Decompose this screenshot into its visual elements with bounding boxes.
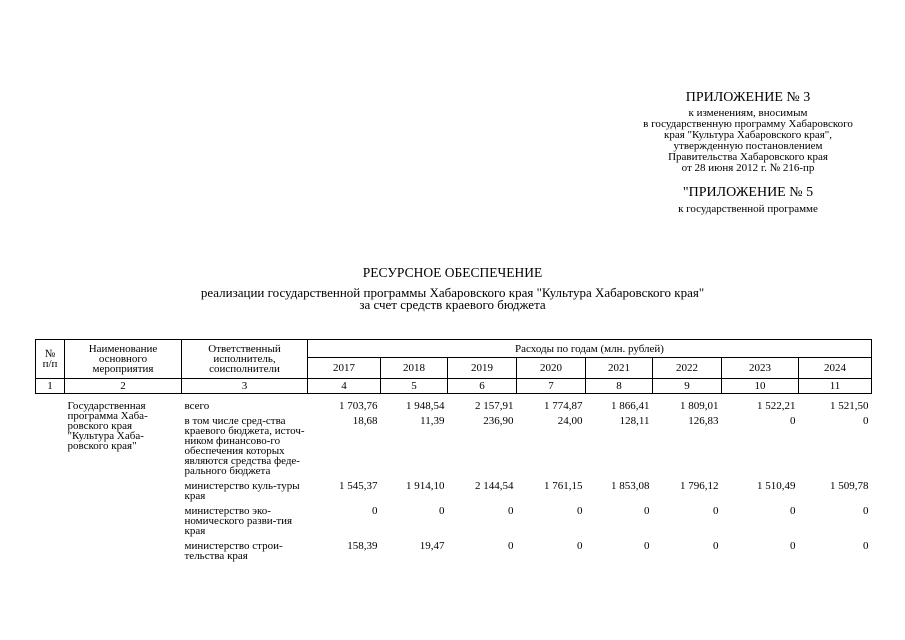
header-name: Наименование основного мероприятия [65, 340, 182, 379]
column-number: 6 [448, 379, 517, 394]
column-number: 11 [799, 379, 872, 394]
heading-line-2: реализации государственной программы Хабаровского края "Культура Хабаровского края" [200, 285, 705, 300]
value-cell: 0 [644, 540, 650, 552]
column-number: 10 [722, 379, 799, 394]
column-number: 9 [653, 379, 722, 394]
header-year: 2023 [722, 358, 799, 379]
value-cell: 0 [790, 415, 796, 427]
appendix-5-line: к государственной программе [678, 203, 818, 215]
column-number: 5 [381, 379, 448, 394]
appendix-3-line: края "Культура Хабаровского края", [663, 129, 833, 141]
value-cell: 0 [644, 505, 650, 517]
value-cell: 0 [790, 540, 796, 552]
row-num-cell [36, 411, 65, 476]
value-cell: 1 948,54 [406, 400, 445, 412]
header-num: № п/п [36, 340, 65, 379]
appendix-3-line: к изменениям, вносимым [688, 107, 808, 119]
value-cell: 2 157,91 [475, 400, 514, 412]
appendix-3-line: Правительства Хабаровского края [668, 151, 828, 163]
header-year: 2018 [381, 358, 448, 379]
appendix-3-line: от 28 июня 2012 г. № 216-пр [681, 162, 815, 174]
row-num-cell [36, 476, 65, 501]
value-cell: 0 [439, 505, 445, 517]
value-cell: 0 [508, 540, 514, 552]
appendix-3-line: в государственную программу Хабаровского [643, 118, 853, 130]
heading-line-1: РЕСУРСНОЕ ОБЕСПЕЧЕНИЕ [362, 265, 543, 280]
program-name: Государственная программа Хаба-ровского края "Культура Хаба-ровского края" [67, 400, 148, 452]
header-year: 2021 [586, 358, 653, 379]
value-cell: 19,47 [419, 540, 445, 552]
value-cell: 1 866,41 [611, 400, 650, 412]
column-number: 8 [586, 379, 653, 394]
column-number: 7 [517, 379, 586, 394]
responsible-cell: министерство эко-номического разви-тия края [184, 505, 293, 537]
value-cell: 11,39 [420, 415, 445, 427]
value-cell: 18,68 [352, 415, 378, 427]
responsible-cell: всего [184, 400, 210, 412]
value-cell: 126,83 [688, 415, 719, 427]
value-cell: 0 [863, 415, 869, 427]
value-cell: 1 509,78 [830, 480, 869, 492]
value-cell: 1 510,49 [757, 480, 796, 492]
value-cell: 236,90 [483, 415, 514, 427]
header-expenses: Расходы по годам (млн. рублей) [308, 340, 872, 358]
value-cell: 1 774,87 [544, 400, 583, 412]
table-row [36, 394, 872, 412]
row-num-cell [36, 536, 65, 561]
value-cell: 128,11 [619, 415, 650, 427]
row-num-cell [36, 394, 65, 412]
header-year: 2020 [517, 358, 586, 379]
header-year: 2024 [799, 358, 872, 379]
column-number: 2 [65, 379, 182, 394]
appendix-3-line: утвержденную постановлением [673, 140, 823, 152]
value-cell: 1 809,01 [680, 400, 719, 412]
column-number: 3 [182, 379, 308, 394]
value-cell: 24,00 [557, 415, 583, 427]
value-cell: 0 [372, 505, 378, 517]
responsible-cell: министерство строи-тельства края [184, 540, 283, 562]
value-cell: 0 [863, 540, 869, 552]
header-year: 2022 [653, 358, 722, 379]
value-cell: 1 522,21 [757, 400, 796, 412]
heading-line-3: за счет средств краевого бюджета [359, 297, 546, 312]
value-cell: 158,39 [347, 540, 378, 552]
appendix-3-block [618, 90, 878, 174]
value-cell: 0 [577, 505, 583, 517]
header-year: 2017 [308, 358, 381, 379]
value-cell: 2 144,54 [475, 480, 514, 492]
header-year: 2019 [448, 358, 517, 379]
value-cell: 0 [790, 505, 796, 517]
value-cell: 1 545,37 [339, 480, 378, 492]
value-cell: 1 914,10 [406, 480, 445, 492]
row-num-cell [36, 501, 65, 536]
value-cell: 1 853,08 [611, 480, 650, 492]
value-cell: 0 [863, 505, 869, 517]
value-cell: 1 796,12 [680, 480, 719, 492]
appendix-3-title: ПРИЛОЖЕНИЕ № 3 [685, 90, 811, 105]
appendix-5-block [618, 185, 878, 215]
responsible-cell: министерство куль-туры края [184, 480, 300, 502]
value-cell: 0 [713, 540, 719, 552]
appendix-5-title: "ПРИЛОЖЕНИЕ № 5 [682, 185, 814, 200]
value-cell: 0 [713, 505, 719, 517]
header-responsible: Ответственный исполнитель, соисполнители [182, 340, 308, 379]
value-cell: 0 [577, 540, 583, 552]
value-cell: 1 521,50 [830, 400, 869, 412]
value-cell: 0 [508, 505, 514, 517]
document-heading [0, 265, 905, 311]
column-number: 1 [36, 379, 65, 394]
value-cell: 1 761,15 [544, 480, 583, 492]
resource-table [35, 339, 872, 561]
value-cell: 1 703,76 [339, 400, 378, 412]
column-number: 4 [308, 379, 381, 394]
responsible-cell: в том числе сред-ства краевого бюджета, источ-ником финансово-го обеспечения которых являются средства феде-рального бюджета [184, 415, 305, 477]
